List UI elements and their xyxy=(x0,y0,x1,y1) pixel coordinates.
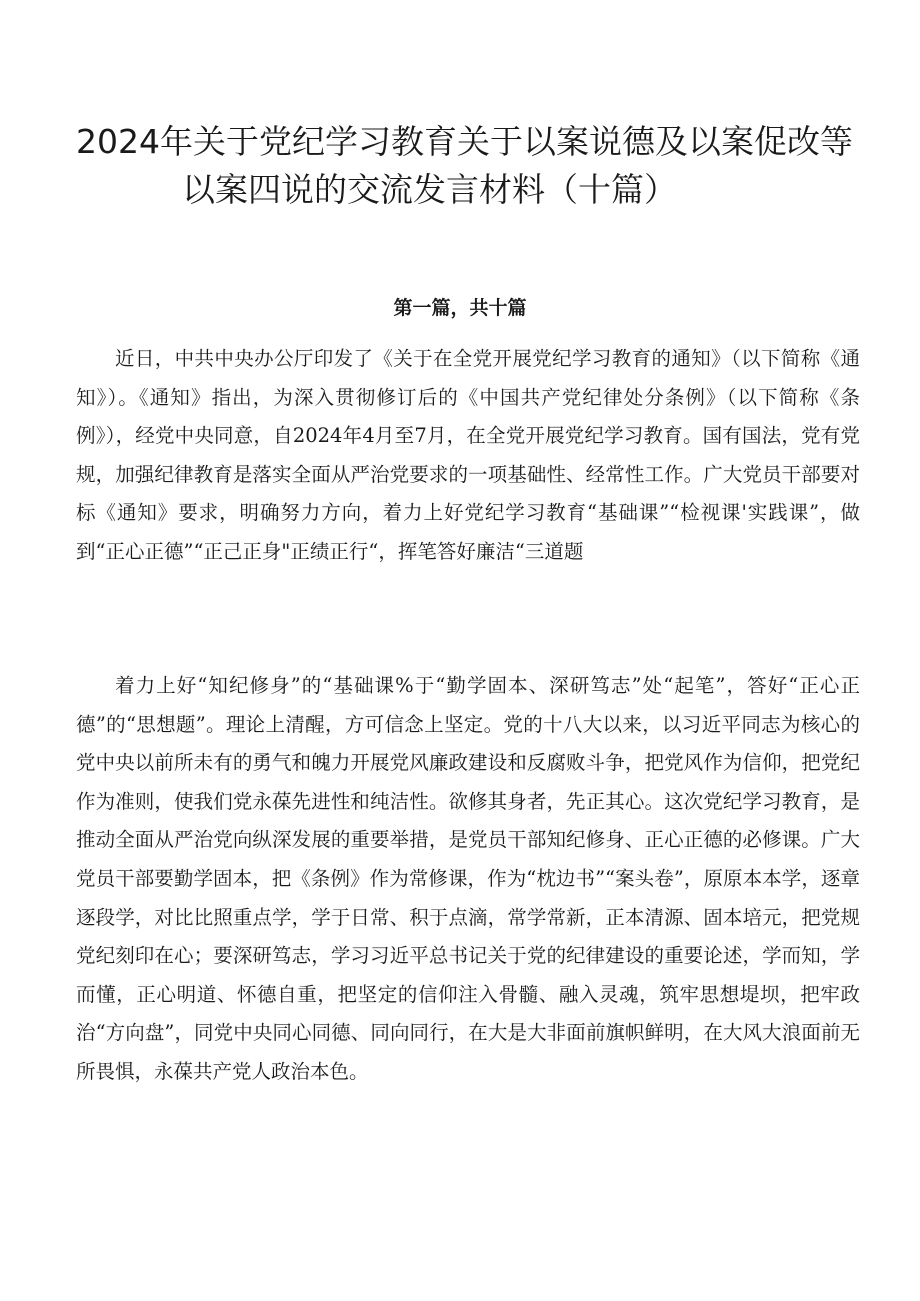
body-paragraph-2: 着力上好“知纪修身”的“基础课%于“勤学固本、深研笃志”处“起笔”，答好“正心正德”的“思想题”。理论上清醒，方可信念上坚定。党的十八大以来，以习近平同志为核心的党中央以前所未有的勇气和魄力开展党风廉政建设和反腐败斗争，把党风作为信仰，把党纪作为准则，使我们党永葆先进性和纯洁性。欲修其身者，先正其心。这次党纪学习教育，是推动全面从严治党向纵深发展的重要举措，是党员干部知纪修身、正心正德的必修课。广大党员干部要勤学固本，把《条例》作为常修课，作为“枕边书”“案头卷”，原原本本学，逐章逐段学，对比比照重点学，学于日常、积于点滴，常学常新，正本清源、固本培元，把党规党纪刻印在心；要深研笃志，学习习近平总书记关于党的纪律建设的重要论述，学而知，学而懂，正心明道、怀德自重，把坚定的信仰注入骨髓、融入灵魂，筑牢思想堤坝，把牢政治“方向盘”，同党中央同心同德、同向同行，在大是大非面前旗帜鲜明，在大风大浪面前无所畏惧，永葆共产党人政治本色。 xyxy=(76,674,860,1083)
document-title-line-2: 以案四说的交流发言材料（十篇） xyxy=(182,170,677,209)
document-title-line-1: 2024年关于党纪学习教育关于以案说德及以案促改等 xyxy=(76,122,853,161)
body-paragraph-1: 近日，中共中央办公厅印发了《关于在全党开展党纪学习教育的通知》（以下简称《通知》）。《通知》指出，为深入贯彻修订后的《中国共产党纪律处分条例》（以下简称《条例》），经党中央同意，自2024年4月至7月，在全党开展党纪学习教育。国有国法，党有党规，加强纪律教育是落实全面从严治党要求的一项基础性、经常性工作。广大党员干部要对标《通知》要求，明确努力方向，着力上好党纪学习教育“基础课”“检视课'实践课”，做到“正心正德”“正己正身"正绩正行“，挥笔答好廉洁“三道题 xyxy=(76,347,860,563)
section-heading: 第一篇，共十篇 xyxy=(393,297,527,319)
document-title xyxy=(60,118,860,214)
